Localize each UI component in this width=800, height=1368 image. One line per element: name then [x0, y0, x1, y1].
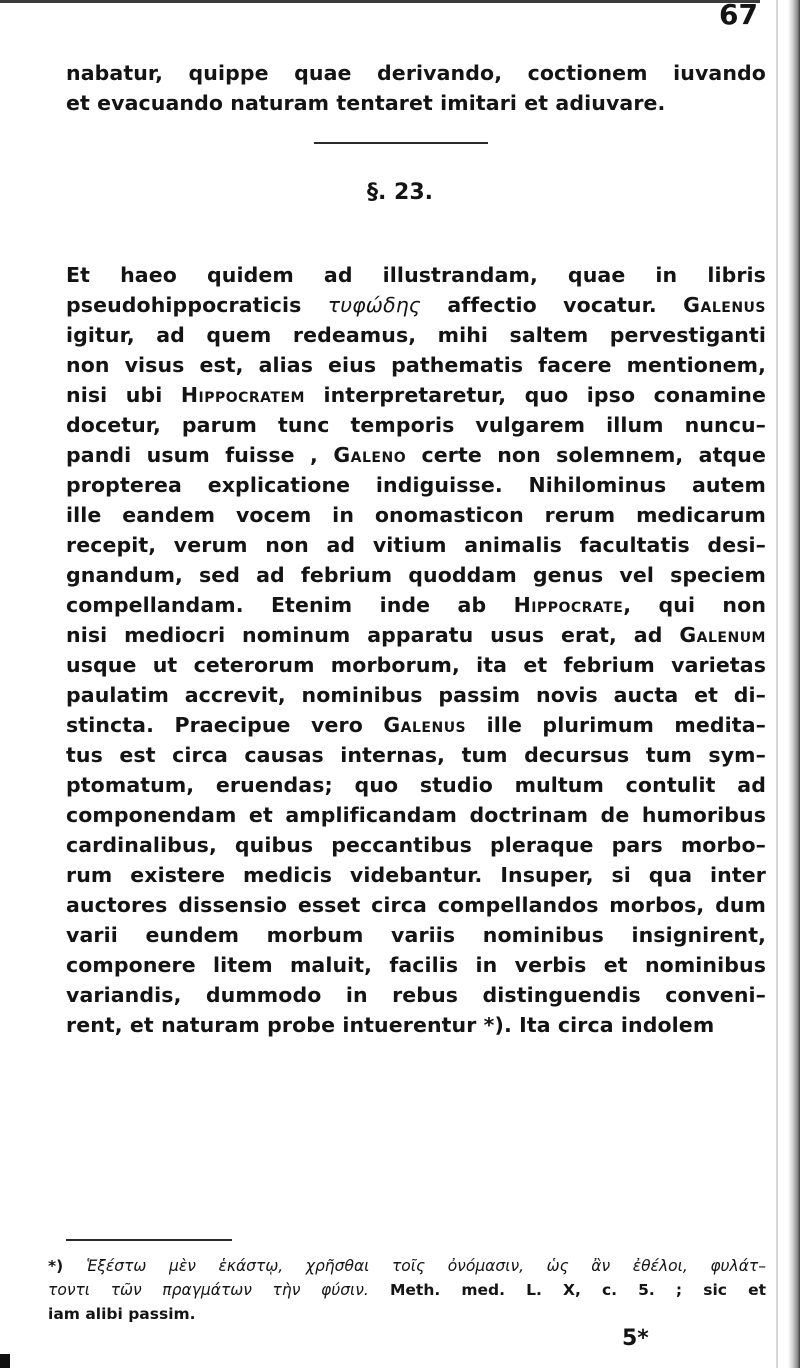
text-line: et evacuando naturam tentaret imitari et adiuvare.	[66, 91, 666, 115]
text-run: nisi mediocri nominum apparatu usus erat, ad	[66, 623, 680, 647]
text-run: usque ut ceterorum morborum, ita et febrium varietas	[66, 653, 766, 677]
text-line	[66, 530, 766, 560]
text-run: propterea explicatione indiguisse. Nihilominus autem	[66, 473, 766, 497]
name-smallcaps: Galenum	[679, 623, 766, 647]
text-line	[66, 260, 766, 290]
text-run: igitur, ad quem redeamus, mihi saltem pervestiganti	[66, 323, 766, 347]
text-line	[66, 440, 766, 470]
text-run: stincta. Praecipue vero	[66, 713, 384, 737]
text-run: interpretaretur, quo ipso conamine	[304, 383, 766, 407]
text-line	[66, 860, 766, 890]
text-run: *)	[48, 1257, 87, 1275]
text-run: ille eandem vocem in onomasticon rerum medicarum	[66, 503, 766, 527]
text-run: rent, et naturam probe intuerentur *). Ita circa indolem	[66, 1013, 715, 1037]
section-title: §. 23.	[367, 180, 433, 205]
text-line	[66, 680, 766, 710]
intro-paragraph	[66, 58, 766, 118]
text-line	[66, 320, 766, 350]
text-line	[66, 470, 766, 500]
text-line	[66, 350, 766, 380]
greek-text: τυφώδης	[327, 293, 421, 317]
text-run: tus est circa causas internas, tum decursus tum sym–	[66, 743, 766, 767]
text-line	[66, 770, 766, 800]
text-run: non visus est, alias eius pathematis facere mentionem,	[66, 353, 766, 377]
text-run: iam alibi passim.	[48, 1305, 196, 1323]
text-run: componendam et amplificandam doctrinam de humoribus	[66, 803, 766, 827]
text-line	[66, 980, 766, 1010]
text-run: paulatim accrevit, nominibus passim novis aucta et di–	[66, 683, 766, 707]
text-line	[66, 740, 766, 770]
page-number: 67	[719, 0, 758, 31]
body-paragraph	[66, 260, 766, 1040]
text-line	[66, 620, 766, 650]
text-line	[66, 500, 766, 530]
text-run: auctores dissensio esset circa compellandos morbos, dum	[66, 893, 766, 917]
text-line: nabatur, quippe quae derivando, coctionem iuvando	[66, 61, 766, 85]
greek-text: τοντι τῶν πραγμάτων τὴν φύσιν.	[48, 1281, 369, 1299]
text-run: rum existere medicis videbantur. Insuper, si qua inter	[66, 863, 766, 887]
corner-mark	[0, 1354, 10, 1368]
text-run: certe non solemnem, atque	[406, 443, 766, 467]
greek-text: Ἑξέστω μὲν ἑκάστῳ, χρῆσθαι τοῖς ὀνόμασιν, ὡς ἂν ἐθέλοι, φυλάτ–	[86, 1257, 766, 1275]
text-line	[66, 830, 766, 860]
text-line	[48, 1302, 766, 1326]
text-line	[66, 380, 766, 410]
text-run: , qui non	[623, 593, 767, 617]
text-run: nisi ubi	[66, 383, 181, 407]
name-smallcaps: Hippocratem	[180, 383, 305, 407]
text-run: Meth. med. L. X, c. 5. ; sic et	[368, 1281, 767, 1299]
text-line	[66, 890, 766, 920]
text-line	[66, 1010, 766, 1040]
name-smallcaps: Galeno	[333, 443, 407, 467]
text-line	[48, 1254, 766, 1278]
text-line	[66, 410, 766, 440]
text-run: docetur, parum tunc temporis vulgarem illum nuncu–	[66, 413, 766, 437]
gutter-line	[776, 0, 778, 1368]
text-run: componere litem maluit, facilis in verbis et nominibus	[66, 953, 766, 977]
text-run: ptomatum, eruendas; quo studio multum contulit ad	[66, 773, 766, 797]
text-run: compellandam. Etenim inde ab	[66, 593, 514, 617]
text-run: variandis, dummodo in rebus distinguendis conveni–	[66, 983, 766, 1007]
name-smallcaps: Galenus	[383, 713, 467, 737]
text-run: pseudohippocraticis	[66, 293, 328, 317]
text-line	[66, 950, 766, 980]
text-run: Et haeo quidem ad illustrandam, quae in libris	[66, 263, 766, 287]
text-line	[66, 290, 766, 320]
footnote-divider	[66, 1239, 232, 1241]
text-line	[66, 560, 766, 590]
text-run: varii eundem morbum variis nominibus insignirent,	[66, 923, 766, 947]
text-run: affectio vocatur.	[420, 293, 684, 317]
text-run: gnandum, sed ad febrium quoddam genus vel speciem	[66, 563, 766, 587]
text-line	[66, 590, 766, 620]
text-run: ille plurimum medita–	[466, 713, 766, 737]
text-line	[48, 1278, 766, 1302]
name-smallcaps: Galenus	[683, 293, 766, 317]
name-smallcaps: Hippocrate	[513, 593, 624, 617]
top-edge-line	[0, 0, 760, 3]
footnote	[48, 1254, 766, 1326]
text-line	[66, 710, 766, 740]
text-line	[66, 920, 766, 950]
text-line	[66, 800, 766, 830]
signature-mark: 5*	[622, 1326, 649, 1351]
text-line	[66, 650, 766, 680]
text-run: cardinalibus, quibus peccantibus pleraque pars morbo–	[66, 833, 766, 857]
page-edge-shadow	[788, 0, 800, 1368]
text-run: pandi usum fuisse ,	[66, 443, 334, 467]
section-divider	[314, 142, 488, 144]
text-run: recepit, verum non ad vitium animalis facultatis desi–	[66, 533, 766, 557]
